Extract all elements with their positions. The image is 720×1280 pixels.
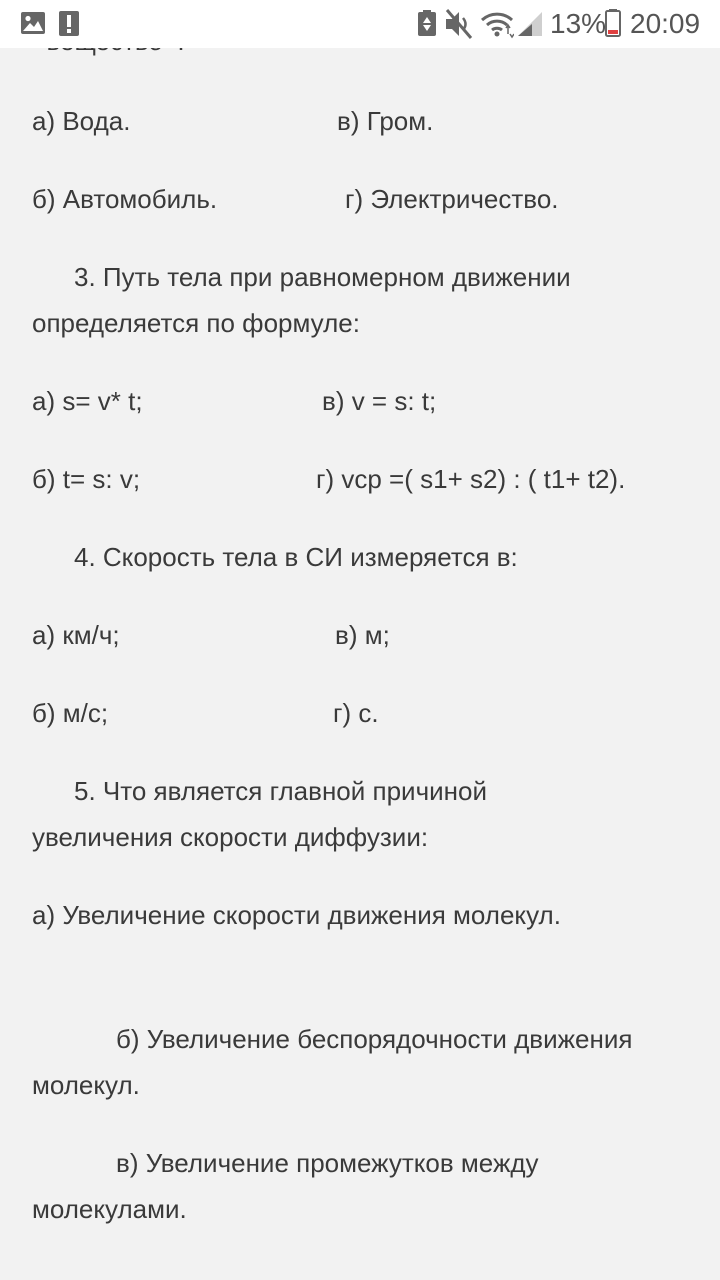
- answer-option: г) Электричество.: [345, 184, 559, 214]
- answer-option: в) Увеличение промежутков между: [116, 1148, 539, 1178]
- answer-option: молекулами.: [32, 1194, 187, 1224]
- answer-option: г) с.: [333, 698, 379, 728]
- answer-option: в) v = s: t;: [322, 386, 437, 416]
- question-text: 3. Путь тела при равномерном движении: [74, 262, 571, 292]
- answer-option: а) Увеличение скорости движения молекул.: [32, 900, 561, 930]
- answer-option: а) s= v* t;: [32, 386, 143, 416]
- battery-icon: [604, 0, 622, 48]
- answer-option: б) Автомобиль.: [32, 184, 218, 214]
- answer-option: в) Гром.: [337, 106, 434, 136]
- status-bar: [0, 0, 720, 48]
- answer-option: а) Вода.: [32, 106, 131, 136]
- question-text: 5. Что является главной причиной: [74, 776, 487, 806]
- answer-option: г) vср =( s1+ s2) : ( t1+ t2).: [316, 464, 626, 494]
- wifi-icon: [480, 0, 514, 48]
- answer-option: б) t= s: v;: [32, 464, 141, 494]
- question-text: 4. Скорость тела в СИ измеряется в:: [74, 542, 518, 572]
- alert-notification-icon: [58, 0, 80, 48]
- mute-icon: [444, 0, 474, 48]
- answer-option: а) км/ч;: [32, 620, 120, 650]
- clock: 20:09: [630, 8, 701, 39]
- battery-saver-icon: [416, 0, 438, 48]
- answer-option: б) Увеличение беспорядочности движения: [116, 1024, 633, 1054]
- answer-option: молекул.: [32, 1070, 140, 1100]
- image-notification-icon: [20, 0, 46, 48]
- answer-option: б) м/с;: [32, 698, 109, 728]
- question-text: увеличения скорости диффузии:: [32, 822, 429, 852]
- signal-icon: [516, 0, 544, 48]
- battery-percent: 13%: [550, 8, 607, 39]
- answer-option: в) м;: [335, 620, 390, 650]
- question-text: определяется по формуле:: [32, 308, 360, 338]
